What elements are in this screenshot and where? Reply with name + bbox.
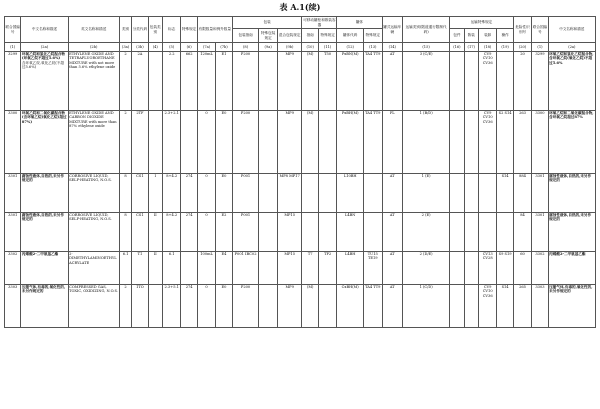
cell-sp: 662 — [181, 52, 197, 111]
cell-lq: 100mL — [197, 252, 215, 285]
cell-label: 6.1 — [162, 252, 180, 285]
cell-un2: 3300 — [532, 111, 548, 174]
cell-op: S14 — [497, 174, 513, 213]
cell-pg: II — [148, 252, 162, 285]
cell-tsp — [364, 174, 382, 213]
cell-ti — [302, 174, 318, 213]
cell-code: 2A — [132, 52, 148, 111]
cell-ti: T7 — [302, 252, 318, 285]
hdr-en-desc: 英文名称和描述 — [68, 17, 119, 43]
table-title: 表 A.1(续) — [279, 2, 321, 12]
cell-ps — [259, 285, 277, 328]
cell-veh: AT — [382, 213, 403, 252]
cell-ld: CV13 CV28 — [478, 252, 496, 285]
cell-cat: 2 (D/E) — [403, 252, 450, 285]
cell-un: 3299 — [5, 52, 21, 111]
cell-ti: (M) — [302, 111, 318, 174]
column-number-row — [5, 43, 596, 52]
hdr-pk-inst: 包装指南 — [232, 29, 259, 43]
cell-cn: 压缩气体,有毒的,氧化性的,未另作规定的 — [21, 285, 68, 328]
hdr-pg: 包装类别 — [148, 17, 162, 43]
cell-cat: 1 (E) — [403, 174, 450, 213]
cell-bulk — [464, 213, 478, 252]
cell-sp — [181, 111, 197, 174]
hdr-tank: 可移动罐柜和散装容器 — [303, 18, 336, 27]
cell-tc: PxBN(M) — [337, 52, 364, 111]
cell-ps — [259, 213, 277, 252]
cell-sp — [181, 252, 197, 285]
hdr-lq: 有限数量和例外数量 — [197, 17, 232, 43]
cell-ts: TP2 — [318, 252, 336, 285]
column-number: (17) — [464, 43, 478, 52]
cell-cn2: 环氧乙烷和氯化乙烷混合物,含环氧乙烷(氧化乙烷)不超过5.6% — [548, 52, 595, 111]
cell-lq: 0 — [197, 174, 215, 213]
column-number: (15) — [403, 43, 450, 52]
hdr-sp: 特殊规定 — [181, 17, 197, 43]
cell-ts — [318, 174, 336, 213]
cell-cls: 8 — [119, 174, 131, 213]
hdr-tr-op: 操作 — [497, 29, 513, 43]
cell-cls: 2 — [119, 285, 131, 328]
cell-un2: 3302 — [532, 252, 548, 285]
cell-lq: 0 — [197, 213, 215, 252]
cell-un: 3303 — [5, 285, 21, 328]
cell-hin: 263 — [513, 111, 531, 174]
cell-hin: 60 — [513, 252, 531, 285]
column-number: (6) — [181, 43, 197, 52]
cell-pm: MP9 — [277, 111, 302, 174]
hdr-class: 类别 — [119, 17, 131, 43]
cell-lq: 0 — [197, 111, 215, 174]
hdr-label: 标志 — [162, 17, 180, 43]
cell-ld — [478, 213, 496, 252]
column-number: (2a) — [21, 43, 68, 52]
cell-en: COMPRESSED GAS, TOXIC, OXIDIZING, N.O.S. — [68, 285, 119, 328]
column-number: (18) — [478, 43, 496, 52]
cell-lq: 120mL — [197, 52, 215, 111]
hdr-un: 联合国编号 — [5, 17, 21, 43]
cell-pi: P001 — [232, 213, 259, 252]
cell-op — [497, 213, 513, 252]
hdr-tanker: 罐体 — [337, 17, 382, 29]
cell-pkg — [450, 285, 464, 328]
cell-pg — [148, 52, 162, 111]
cell-cn2: 腐蚀性液体,自热的,未另作规定的 — [548, 213, 595, 252]
column-number: (9b) — [277, 43, 302, 52]
cell-en: ETHYLENE OXIDE AND TETRAFLUOROETHANE MIXTURE with not more than 5.6% ethylene oxide — [68, 52, 119, 111]
hdr-packing: 包装 — [232, 17, 302, 29]
column-number: (1) — [532, 43, 548, 52]
cell-pi: P200 — [232, 52, 259, 111]
cell-ti — [302, 213, 318, 252]
cell-ti: (M) — [302, 285, 318, 328]
cell-eq: E2 — [216, 213, 232, 252]
cell-tsp: TU15 TE19 — [364, 252, 382, 285]
cell-un: 3300 — [5, 111, 21, 174]
cell-tc: CxBH(M) — [337, 285, 364, 328]
cell-pm: MP15 — [277, 252, 302, 285]
cell-cn2: 压缩气体,有毒的,氧化性的,未另作规定的 — [548, 285, 595, 328]
cell-cls: 2 — [119, 111, 131, 174]
cell-eq: E1 — [216, 52, 232, 111]
cell-pg — [148, 285, 162, 328]
cell-un2: 3303 — [532, 285, 548, 328]
cell-label: 2.3+5.1 — [162, 285, 180, 328]
cell-op — [497, 52, 513, 111]
cell-ts — [318, 285, 336, 328]
cell-pkg — [450, 213, 464, 252]
column-number: (12) — [337, 43, 364, 52]
cell-pm: MP9 — [277, 52, 302, 111]
cell-tc: L4BN — [337, 213, 364, 252]
cell-lq: 0 — [197, 285, 215, 328]
cell-ts: T50 — [318, 52, 336, 111]
cell-cn2: 腐蚀性液体,自热的,未另作规定的 — [548, 174, 595, 213]
cell-veh: FL — [382, 111, 403, 174]
cell-pkg — [450, 52, 464, 111]
cell-ps — [259, 252, 277, 285]
cell-cn-note: 含环氧乙烷,氧化乙烷(不超过5.6%) — [21, 60, 64, 70]
cell-code: CS1 — [132, 213, 148, 252]
cell-en: 2-DIMETHYLAMINOETHYL ACRYLATE — [68, 252, 119, 285]
cell-label: 8+4.2 — [162, 213, 180, 252]
cell-tc: PxBH(M) — [337, 111, 364, 174]
hdr-trans: 运输特殊规定 — [450, 17, 514, 29]
cell-pkg — [450, 252, 464, 285]
hdr-cn2: 中文名称和描述 — [548, 17, 595, 43]
cell-pm: MP9 — [277, 285, 302, 328]
column-number: (11) — [318, 43, 336, 52]
column-number: (4) — [148, 43, 162, 52]
column-number: (19) — [497, 43, 513, 52]
hdr-veh: 罐式运输车辆 — [382, 17, 403, 43]
cell-ts — [318, 213, 336, 252]
table-row — [5, 111, 596, 174]
column-number: (2a) — [548, 43, 595, 52]
column-number: (2b) — [68, 43, 119, 52]
cell-cn: 环氧乙烷和二氧化碳混合物(含环氧乙烷(氧化乙烷)超过87%) — [21, 111, 68, 174]
cell-ps — [259, 111, 277, 174]
cell-en: CORROSIVE LIQUID, SELF-HEATING, N.O.S. — [68, 213, 119, 252]
cell-tc: L4BH — [337, 252, 364, 285]
cell-bulk — [464, 174, 478, 213]
cell-cls: 8 — [119, 213, 131, 252]
cell-en: CORROSIVE LIQUID, SELF-HEATING, N.O.S. — [68, 174, 119, 213]
cell-tsp — [364, 213, 382, 252]
cell-hin: 84 — [513, 213, 531, 252]
cell-ld: CV9 CV10 CV36 — [478, 52, 496, 111]
cell-veh: AT — [382, 252, 403, 285]
cell-pi: P200 — [232, 111, 259, 174]
hdr-pk-sp: 特殊包装规定 — [259, 29, 277, 43]
hdr-tn-sp: 特殊规定 — [364, 29, 382, 43]
cell-hin: 20 — [513, 52, 531, 111]
dangerous-goods-table — [4, 16, 596, 328]
hdr-cat: 运输类别(隧道通行限制代码) — [403, 17, 450, 43]
cell-ld: CV9 CV10 CV36 — [478, 285, 496, 328]
hdr-hin: 危险性识别号 — [513, 17, 531, 43]
hdr-pk-mix: 混合包装规定 — [277, 29, 302, 43]
cell-un: 3301 — [5, 174, 21, 213]
cell-sp: 274 — [181, 285, 197, 328]
hdr-tr-pkg: 包件 — [450, 29, 464, 43]
cell-hin: 265 — [513, 285, 531, 328]
cell-op: S14 — [497, 285, 513, 328]
cell-cat: 3 (C/E) — [403, 52, 450, 111]
column-number: (3a) — [119, 43, 131, 52]
cell-code: 1TO — [132, 285, 148, 328]
cell-cn: 腐蚀性液体,自热的,未另作规定的 — [21, 213, 68, 252]
cell-sp: 274 — [181, 213, 197, 252]
hdr-tr-ld: 装卸 — [478, 29, 496, 43]
cell-pkg — [450, 111, 464, 174]
cell-eq: E0 — [216, 285, 232, 328]
cell-hin: 884 — [513, 174, 531, 213]
cell-label: 2.3+2.1 — [162, 111, 180, 174]
cell-ti: (M) — [302, 52, 318, 111]
cell-cn: 腐蚀性液体,自热的,未另作规定的 — [21, 174, 68, 213]
column-number: (9a) — [259, 43, 277, 52]
column-number: (8) — [232, 43, 259, 52]
hdr-tn-code: 罐体代码 — [337, 29, 364, 43]
column-number: (5) — [162, 43, 180, 52]
column-number: (7a) — [197, 43, 215, 52]
cell-tc: L10BH — [337, 174, 364, 213]
cell-en: ETHYLENE OXIDE AND CARBON DIOXIDE MIXTURE with more than 87% ethylene oxide — [68, 111, 119, 174]
cell-sp: 274 — [181, 174, 197, 213]
table-row — [5, 174, 596, 213]
table-body — [5, 52, 596, 328]
table-row — [5, 252, 596, 285]
cell-tsp: TA4 TT9 — [364, 111, 382, 174]
hdr-tr-bulk: 散装 — [464, 29, 478, 43]
cell-cn2: 丙烯酸2-二甲氨基乙酯 — [548, 252, 595, 285]
cell-pm: MP15 — [277, 213, 302, 252]
cell-cn: 环氧乙烷和氯化乙烷混合物(环氧乙烷不超过5.6%) 含环氧乙烷,氧化乙烷(不超过5.6%) — [21, 52, 68, 111]
hdr-tk-inst: 指南 — [302, 29, 318, 43]
cell-un: 3301 — [5, 213, 21, 252]
cell-pm: MP8 MP17 — [277, 174, 302, 213]
hdr-un2: 联合国编号 — [532, 17, 548, 43]
cell-label: 2.2 — [162, 52, 180, 111]
cell-code: 2TF — [132, 111, 148, 174]
cell-cn: 丙烯酸2-二甲氨基乙酯 — [21, 252, 68, 285]
cell-cat: 1 (B/D) — [403, 111, 450, 174]
cell-label: 8+4.2 — [162, 174, 180, 213]
cell-cat: 1 (C/D) — [403, 285, 450, 328]
cell-bulk — [464, 252, 478, 285]
cell-pg: I — [148, 174, 162, 213]
cell-code: CS1 — [132, 174, 148, 213]
cell-pi: P001 — [232, 174, 259, 213]
column-number: (10) — [302, 43, 318, 52]
cell-un: 3302 — [5, 252, 21, 285]
column-number: (1) — [5, 43, 21, 52]
cell-un2: 3299 — [532, 52, 548, 111]
hdr-code: 分类代码 — [132, 17, 148, 43]
column-number: (7b) — [216, 43, 232, 52]
cell-ps — [259, 52, 277, 111]
cell-cn2: 环氧乙烷和二氧化碳混合物,含环氧乙烷超过87% — [548, 111, 595, 174]
cell-bulk — [464, 52, 478, 111]
cell-op: S2 S14 — [497, 111, 513, 174]
cell-op: S9 S19 — [497, 252, 513, 285]
column-number: (13) — [364, 43, 382, 52]
cell-eq: E0 — [216, 174, 232, 213]
column-number: (3b) — [132, 43, 148, 52]
cell-pkg — [450, 174, 464, 213]
cell-cls: 6.1 — [119, 252, 131, 285]
cell-bulk — [464, 285, 478, 328]
hdr-cn-desc: 中文名称和描述 — [21, 17, 68, 43]
cell-pi: P001 IBC02 — [232, 252, 259, 285]
table-row — [5, 213, 596, 252]
cell-tsp: TA4 TT9 — [364, 52, 382, 111]
cell-ld — [478, 174, 496, 213]
cell-veh: AT — [382, 285, 403, 328]
column-number: (14) — [382, 43, 403, 52]
cell-pg: II — [148, 213, 162, 252]
cell-pg — [148, 111, 162, 174]
cell-pi: P200 — [232, 285, 259, 328]
cell-veh: AT — [382, 52, 403, 111]
table-row — [5, 285, 596, 328]
column-number: (20) — [513, 43, 531, 52]
cell-un2: 3301 — [532, 213, 548, 252]
cell-cat: 2 (E) — [403, 213, 450, 252]
cell-eq: E4 — [216, 252, 232, 285]
cell-ts — [318, 111, 336, 174]
hdr-tk-sp: 特殊规定 — [318, 29, 336, 43]
cell-code: T1 — [132, 252, 148, 285]
cell-cls: 2 — [119, 52, 131, 111]
cell-bulk — [464, 111, 478, 174]
cell-eq: E0 — [216, 111, 232, 174]
column-number: (16) — [450, 43, 464, 52]
cell-tsp: TA4 TT9 — [364, 285, 382, 328]
cell-ps — [259, 174, 277, 213]
table-row — [5, 52, 596, 111]
cell-veh: AT — [382, 174, 403, 213]
cell-un2: 3301 — [532, 174, 548, 213]
cell-ld: CV9 CV10 CV36 — [478, 111, 496, 174]
